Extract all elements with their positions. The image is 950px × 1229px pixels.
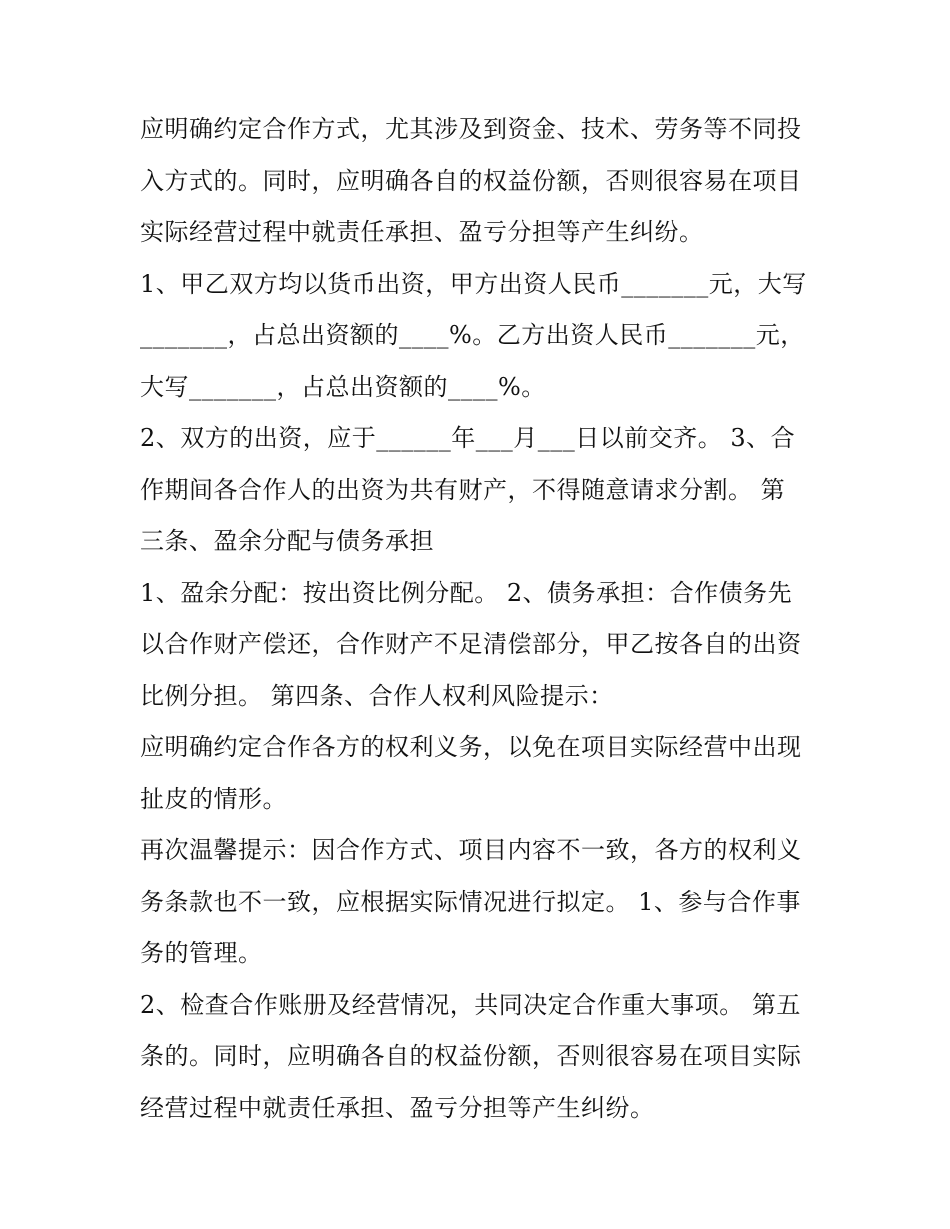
text-line: 经营过程中就责任承担、盈亏分担等产生纠纷。 — [140, 1093, 655, 1122]
text-line: 实际经营过程中就责任承担、盈亏分担等产生纠纷。 — [140, 218, 704, 246]
text-line: _______，占总出资额的____%。乙方出资人民币_______元， — [140, 321, 805, 349]
text-line: 以合作财产偿还，合作财产不足清偿部分，甲乙按各自的出资 — [140, 630, 802, 658]
text-line: 条的。同时，应明确各自的权益份额，否则很容易在项目实际 — [140, 1042, 802, 1070]
text-line: 应明确约定合作各方的权利义务，以免在项目实际经营中出现 — [140, 733, 802, 761]
text-line: 大写_______，占总出资额的____%。 — [140, 372, 546, 401]
text-line: 2、双方的出资，应于______年___月___日以前交齐。 3、合 — [140, 424, 796, 452]
text-line: 作期间各合作人的出资为共有财产，不得随意请求分割。 第 — [140, 475, 786, 504]
text-line: 比例分担。 第四条、合作人权利风险提示： — [140, 681, 614, 710]
text-line: 应明确约定合作方式，尤其涉及到资金、技术、劳务等不同投 — [140, 115, 802, 143]
text-line: 入方式的。同时，应明确各自的权益份额，否则很容易在项目 — [140, 166, 802, 195]
text-line: 三条、盈余分配与债务承担 — [140, 527, 434, 555]
text-line: 再次温馨提示：因合作方式、项目内容不一致，各方的权利义 — [140, 836, 802, 864]
document-body — [140, 104, 820, 1134]
text-line: 务的管理。 — [140, 939, 263, 967]
text-line: 扯皮的情形。 — [140, 784, 287, 813]
text-line: 2、检查合作账册及经营情况，共同决定合作重大事项。 第五 — [140, 990, 801, 1019]
text-line: 1、盈余分配：按出资比例分配。 2、债务承担：合作债务先 — [140, 578, 793, 607]
text-line: 务条款也不一致，应根据实际情况进行拟定。 1、参与合作事 — [140, 887, 801, 916]
text-line: 1、甲乙双方均以货币出资，甲方出资人民币_______元，大写 — [140, 269, 807, 298]
